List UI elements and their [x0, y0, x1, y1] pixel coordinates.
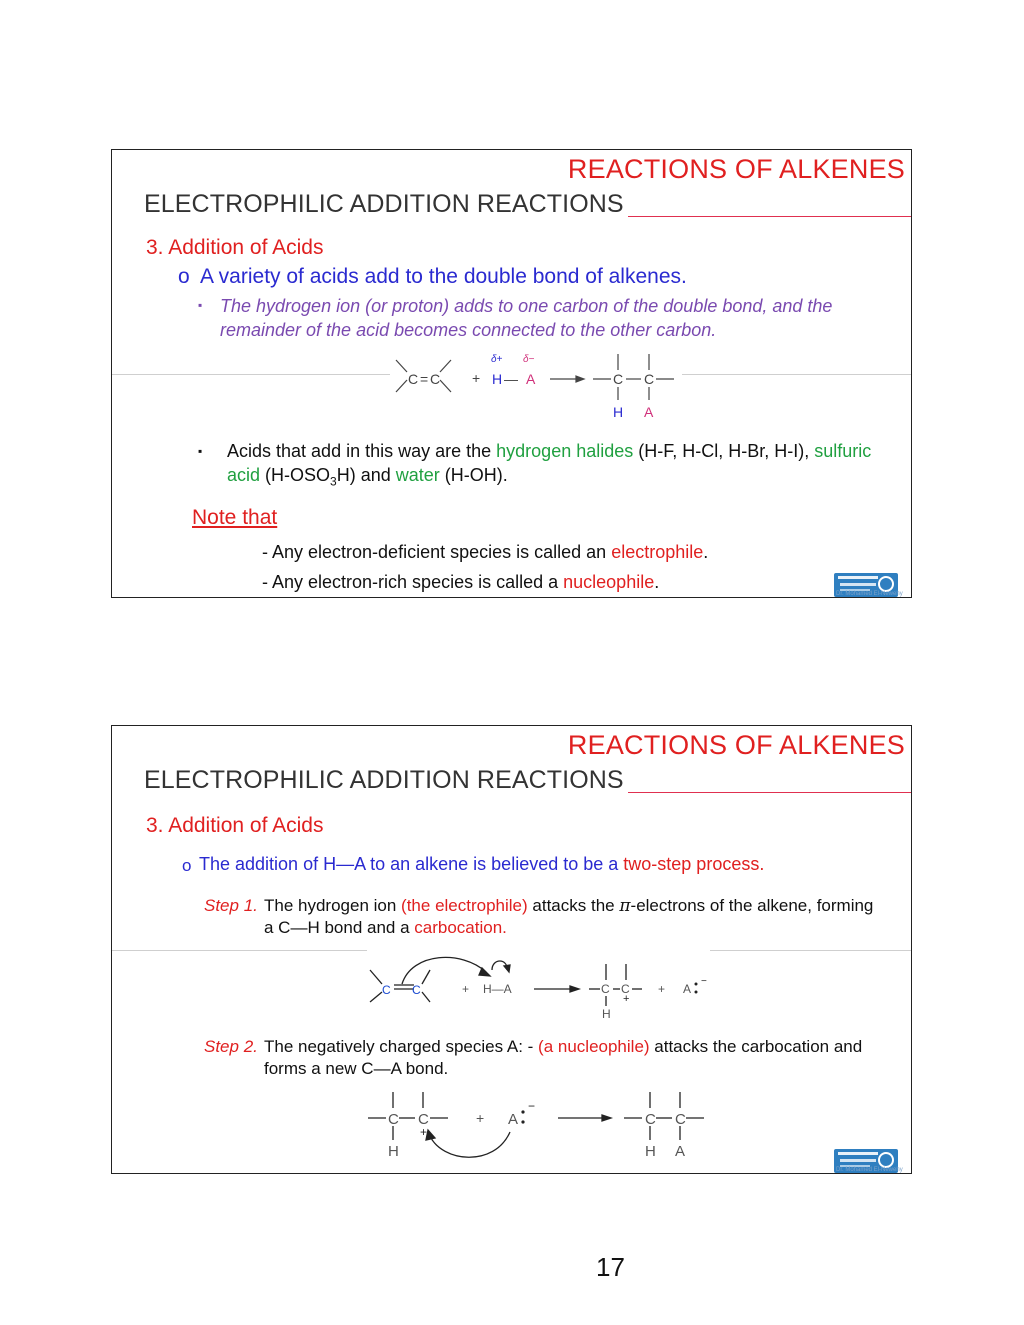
reaction-equation [390, 348, 690, 426]
note-line-2 [262, 572, 659, 593]
bullet-marker: o [178, 265, 190, 288]
electrophile-label: (the electrophile) [401, 896, 528, 915]
eq2-hydrogen: H [388, 1143, 399, 1160]
eq-product-a: A [644, 404, 654, 420]
divider-left [112, 950, 367, 951]
slide-header: REACTIONS OF ALKENES [567, 154, 905, 184]
eq-carbon-1: C [408, 371, 419, 387]
sulfuric-formula: (H-OSO [260, 465, 331, 485]
acids-line-1 [227, 441, 871, 462]
slide-2 [111, 725, 912, 1174]
section-title: 3. Addition of Acids [146, 814, 324, 837]
bullet-line [199, 854, 764, 875]
eq-product-carbon-2: C [644, 371, 655, 387]
slide-subtitle: ELECTROPHILIC ADDITION REACTIONS [144, 190, 624, 218]
eq-hydrogen: H [492, 371, 503, 387]
divider-right [710, 950, 912, 951]
note-line-1 [262, 542, 708, 563]
slide-subtitle: ELECTROPHILIC ADDITION REACTIONS [144, 766, 624, 794]
note1-period: . [703, 542, 709, 562]
eq2-carbocation-charge: + [420, 1125, 428, 1139]
step2-line-1 [264, 1037, 862, 1057]
note-heading: Note that [192, 506, 278, 529]
bullet-marker: o [182, 856, 192, 875]
step2-text-a: The negatively charged species A: - [264, 1037, 539, 1056]
eq-delta-minus: δ− [523, 354, 535, 365]
pi-symbol: π [619, 896, 631, 916]
logo-caption: Dr. Mohamed El-Newehy [836, 1167, 903, 1173]
logo-caption: Dr. Mohamed El-Newehy [836, 591, 903, 597]
eq1-carbon-2: C [412, 983, 421, 997]
bullet-text: A variety of acids add to the double bond of alkenes. [200, 265, 687, 288]
eq-bond: — [504, 371, 518, 387]
eq1-minus: − [701, 976, 707, 987]
step1-line-1 [264, 896, 873, 916]
note1-text: - Any electron-deficient species is called an [262, 542, 612, 562]
acid-word: acid [227, 465, 261, 485]
eq1-product-c1: C [601, 982, 610, 996]
slide-1 [111, 149, 912, 598]
eq2-carbon-2: C [418, 1111, 429, 1128]
step2-line-2: forms a new C—A bond. [264, 1059, 449, 1078]
step2-text-c: attacks the carbocation and [649, 1037, 863, 1056]
eq2-product-c1: C [645, 1111, 656, 1128]
eq-product-carbon-1: C [613, 371, 624, 387]
water-formula: (H-OH). [439, 465, 508, 485]
nucleophile-label: (a nucleophile) [538, 1037, 650, 1056]
step1-period: . [502, 918, 507, 937]
eq-plus: + [472, 370, 481, 386]
eq-product-hydrogen: H [613, 404, 624, 420]
electrophile-word: electrophile [611, 542, 704, 562]
step1-text-c: attacks the [527, 896, 620, 915]
eq2-carbon-1: C [388, 1111, 399, 1128]
two-step-process: two-step process [623, 854, 760, 874]
square-bullet-2: ▪ [198, 444, 203, 458]
and-text: H) and [336, 465, 396, 485]
eq1-plus: + [462, 982, 470, 996]
acids-line-2 [227, 465, 508, 489]
step2-label: Step 2. [204, 1037, 258, 1056]
eq2-product-a: A [675, 1143, 686, 1160]
subtitle-underline [628, 216, 912, 217]
hydrogen-halides: hydrogen halides [496, 441, 634, 461]
eq1-product-h: H [602, 1007, 611, 1021]
acids-text: Acids that add in this way are the [227, 441, 497, 461]
water-word: water [395, 465, 440, 485]
bullet-period: . [759, 854, 765, 874]
step1-label: Step 1. [204, 896, 258, 915]
note2-period: . [654, 572, 660, 592]
subscript-3: 3 [330, 474, 337, 489]
step1-equation [362, 954, 722, 1024]
eq1-product-c2: C [621, 982, 630, 996]
carbocation-word: carbocation [414, 918, 503, 937]
eq1-plus-2: + [658, 982, 666, 996]
italic-line-2: remainder of the acid becomes connected to the other carbon. [220, 320, 717, 340]
step2-equation [362, 1086, 722, 1164]
eq1-anion: A [683, 982, 692, 996]
eq2-minus: − [528, 1099, 536, 1113]
step1-text-d: -electrons of the alkene, forming [630, 896, 874, 915]
italic-line-1: The hydrogen ion (or proton) adds to one carbon of the double bond, and the [220, 296, 833, 316]
halides-list: (H-F, H-Cl, H-Br, H-I), [633, 441, 815, 461]
section-title: 3. Addition of Acids [146, 236, 324, 259]
note2-text: - Any electron-rich species is called a [262, 572, 564, 592]
sulfuric-word: sulfuric [814, 441, 872, 461]
eq-delta-plus: δ+ [491, 354, 503, 365]
eq2-product-h: H [645, 1143, 656, 1160]
page-number: 17 [596, 1252, 625, 1282]
bullet-text: The addition of H—A to an alkene is believed to be a [199, 854, 624, 874]
divider-left [112, 374, 390, 375]
eq-acid-a: A [526, 371, 536, 387]
divider-right [682, 374, 912, 375]
eq1-h-a: H—A [483, 982, 512, 996]
eq-double-bond: = [420, 371, 429, 387]
subtitle-underline [628, 792, 912, 793]
square-bullet: ▪ [198, 298, 203, 312]
eq2-product-c2: C [675, 1111, 686, 1128]
slide-header: REACTIONS OF ALKENES [567, 730, 905, 760]
step1-l2-text: a C—H bond and a [264, 918, 415, 937]
eq1-carbocation-charge: + [623, 993, 630, 1005]
eq2-anion: A [508, 1111, 519, 1128]
step1-line-2 [264, 918, 507, 938]
eq1-carbon-1: C [382, 983, 391, 997]
eq-carbon-2: C [430, 371, 441, 387]
nucleophile-word: nucleophile [563, 572, 655, 592]
step1-text-a: The hydrogen ion [264, 896, 402, 915]
eq2-plus: + [476, 1110, 485, 1126]
